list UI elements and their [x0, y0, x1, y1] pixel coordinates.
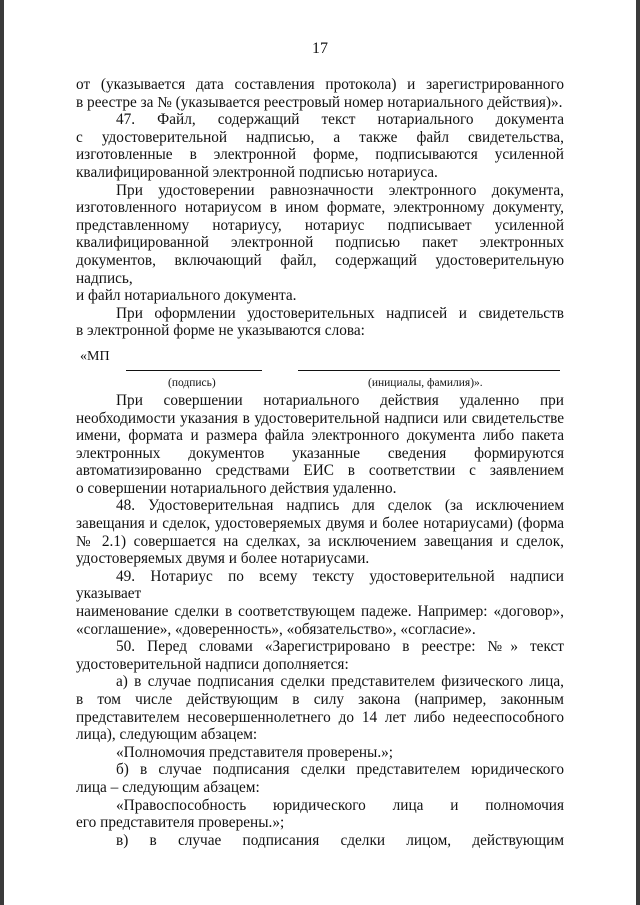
text-line: При совершении нотариального действия удаленно при [116, 391, 564, 409]
signature-caption: (подпись) [168, 376, 216, 389]
text-line: 49. Нотариус по всему тексту удостоверительной надписи указывает [76, 567, 564, 603]
text-line: изготовленного нотариусом в ином формате, электронному документу, [76, 199, 564, 217]
text-line: лица), следующим абзацем: [76, 726, 258, 744]
name-caption: (инициалы, фамилия)». [368, 376, 483, 389]
page-number: 17 [312, 40, 328, 57]
text-line: в реестре за № (указывается реестровый номер нотариального действия)». [76, 93, 563, 111]
text-line: При оформлении удостоверительных надписей и свидетельств [116, 304, 564, 322]
text-line: удостоверительной надписи дополняется: [76, 655, 349, 673]
text-line: документов, включающий файл, содержащий удостоверительную надпись, [76, 251, 564, 287]
document-body [76, 76, 564, 849]
text-line: б) в случае подписания сделки представителем юридического [116, 761, 564, 779]
text-line: и файл нотариального документа. [76, 287, 297, 305]
text-line: № 2.1) совершается на сделках, за исключением завещания и сделок, [76, 532, 564, 550]
text-block-before-signature [76, 76, 564, 340]
text-line: представленному нотариусу, нотариус подписывает усиленной [76, 216, 564, 234]
text-line: его представителя проверены.»; [76, 814, 285, 832]
signature-block [76, 342, 564, 392]
text-line: При удостоверении равнозначности электронного документа, [116, 181, 564, 199]
name-line [298, 370, 560, 371]
text-line: представителем несовершеннолетнего до 14 лет либо недееспособного [76, 708, 564, 726]
text-line: изготовленные в электронной форме, подписываются усиленной [76, 146, 564, 164]
text-line: с удостоверительной надписью, а также файл свидетельства, [76, 128, 564, 146]
text-line: в электронной форме не указываются слова: [76, 322, 365, 340]
text-line: квалифицированной электронной подписью пакет электронных [76, 234, 564, 252]
text-line: удостоверяемых двумя и более нотариусами. [76, 550, 370, 568]
scan-edge-left [0, 0, 4, 905]
text-line: квалифицированной электронной подписью нотариуса. [76, 163, 438, 181]
text-block-after-signature [76, 392, 564, 849]
text-line: электронных документов указанные сведения формируются [76, 444, 564, 462]
text-line: необходимости указания в удостоверительной надписи или свидетельстве [76, 409, 564, 427]
scan-edge-right [636, 0, 640, 905]
text-line: в) в случае подписания сделки лицом, действующим [116, 831, 564, 849]
text-line: от (указывается дата составления протокола) и зарегистрированного [76, 76, 564, 93]
text-line: в том числе действующим в силу закона (например, законным [76, 691, 564, 708]
text-line: лица – следующим абзацем: [76, 778, 260, 796]
signature-line [126, 370, 262, 371]
text-line: «соглашение», «доверенность», «обязательство», «согласие». [76, 620, 476, 638]
text-line: завещания и сделок, удостоверяемых двумя и более нотариусами) (форма [76, 515, 564, 533]
text-line: «Правоспособность юридического лица и полномочия [116, 796, 564, 814]
text-line: 48. Удостоверительная надпись для сделок (за исключением [116, 497, 564, 515]
text-line: о совершении нотариального действия удаленно. [76, 479, 397, 497]
text-line: наименование сделки в соответствующем падеже. Например: «договор», [76, 603, 564, 621]
text-line: а) в случае подписания сделки представителем физического лица, [116, 673, 564, 691]
text-line: 47. Файл, содержащий текст нотариального документа [116, 111, 564, 129]
text-line: 50. Перед словами «Зарегистрировано в реестре: №» текст [116, 638, 564, 656]
text-line: автоматизированно средствами ЕИС в соответствии с заявлением [76, 462, 564, 480]
text-line: «Полномочия представителя проверены.»; [116, 743, 394, 761]
stamp-placeholder-label: «МП [80, 348, 110, 364]
text-line: имени, формата и размера файла электронного документа либо пакета [76, 427, 564, 445]
